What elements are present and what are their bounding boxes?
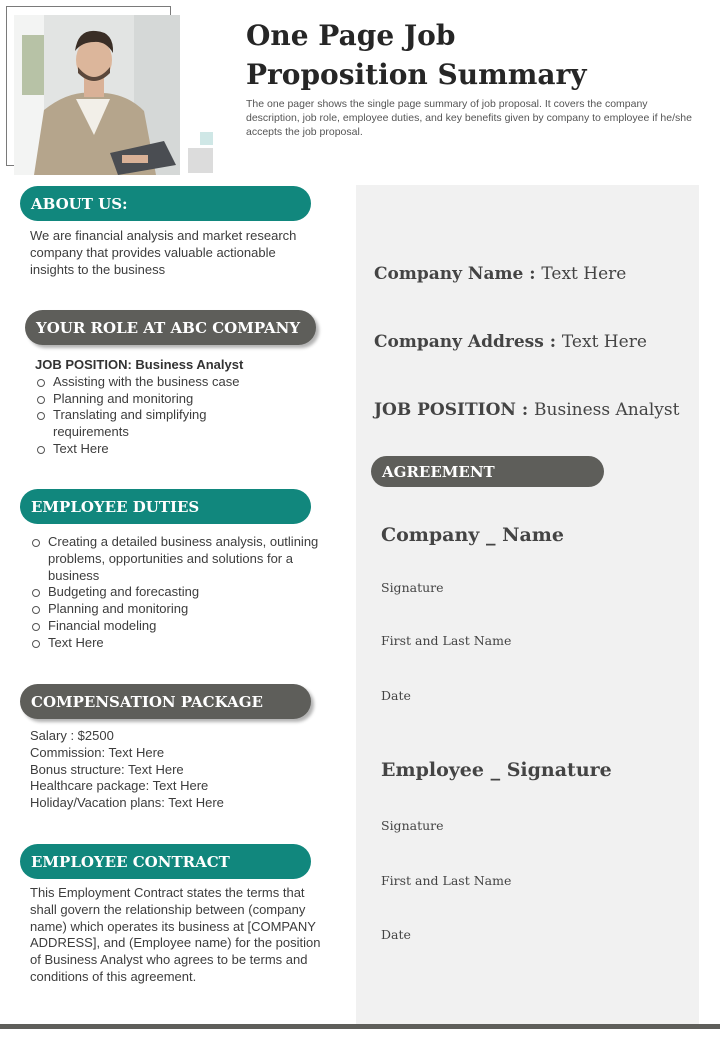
page-title: [246, 16, 686, 94]
healthcare-line: Healthcare package: Text Here: [30, 778, 209, 794]
company-address-value: Text Here: [561, 332, 647, 352]
decorative-square-grey: [188, 148, 213, 173]
agreement-heading: AGREEMENT: [371, 456, 604, 487]
job-position-row: [374, 400, 679, 420]
contract-text: This Employment Contract states the terms that shall govern the relationship between (company name) which operates its business at [COMPANY ADDRESS], and (Employee name) for the position of Business Analyst who agrees to be terms and conditions of this agreement.: [30, 885, 321, 984]
page-subtitle: The one pager shows the single page summary of job proposal. It covers the company description, job role, employee duties, and key benefits given by company to employee if he/she accepts the job proposal.: [246, 98, 692, 138]
duties-heading: EMPLOYEE DUTIES: [20, 489, 311, 524]
role-section: [35, 357, 335, 458]
list-item: Assisting with the business case: [53, 374, 263, 391]
list-item: Planning and monitoring: [48, 601, 345, 618]
company-address-label: Company Address :: [374, 332, 562, 352]
company-signature-title: Company _ Name: [381, 524, 564, 546]
role-list: [35, 374, 263, 458]
company-name-row: [374, 264, 626, 284]
compensation-list: [30, 728, 330, 812]
footer-bar: [0, 1024, 720, 1029]
duties-list: [48, 534, 345, 652]
company-signature-field: Signature: [381, 580, 444, 595]
decorative-square-teal: [200, 132, 213, 145]
title-line-1: One Page Job: [246, 19, 456, 52]
profile-photo: [14, 15, 180, 175]
job-position-value: Business Analyst: [534, 400, 680, 420]
about-heading: ABOUT US:: [20, 186, 311, 221]
job-position-key: JOB POSITION :: [374, 400, 535, 420]
about-text: We are financial analysis and market research company that provides valuable actionable insights to the business: [30, 228, 297, 277]
list-item: Financial modeling: [48, 618, 345, 635]
contract-heading: EMPLOYEE CONTRACT: [20, 844, 311, 879]
employee-signature-field: Signature: [381, 818, 444, 833]
list-item: Budgeting and forecasting: [48, 584, 345, 601]
company-name-label: Company Name :: [374, 264, 542, 284]
employee-date-field: Date: [381, 927, 411, 942]
employee-signature-title: Employee _ Signature: [381, 759, 612, 781]
compensation-heading: COMPENSATION PACKAGE: [20, 684, 311, 719]
holiday-line: Holiday/Vacation plans: Text Here: [30, 795, 224, 811]
role-heading: YOUR ROLE AT ABC COMPANY: [25, 310, 316, 345]
list-item: Creating a detailed business analysis, outlining problems, opportunities and solutions for a business: [48, 534, 345, 584]
employee-name-field: First and Last Name: [381, 873, 512, 888]
commission-line: Commission: Text Here: [30, 744, 165, 760]
list-item: Text Here: [53, 441, 263, 458]
company-info-panel: [356, 185, 699, 1025]
list-item: Translating and simplifying requirements: [53, 407, 263, 441]
company-address-row: [374, 332, 647, 352]
list-item: Planning and monitoring: [53, 391, 263, 408]
bonus-line: Bonus structure: Text Here: [30, 761, 184, 777]
job-position-label: JOB POSITION: Business Analyst: [35, 357, 244, 372]
company-name-field: First and Last Name: [381, 633, 512, 648]
list-item: Text Here: [48, 635, 345, 652]
businessman-image: [14, 15, 180, 175]
company-name-value: Text Here: [541, 264, 627, 284]
title-line-2: Proposition Summary: [246, 58, 587, 91]
salary-line: Salary : $2500: [30, 728, 114, 743]
company-date-field: Date: [381, 688, 411, 703]
